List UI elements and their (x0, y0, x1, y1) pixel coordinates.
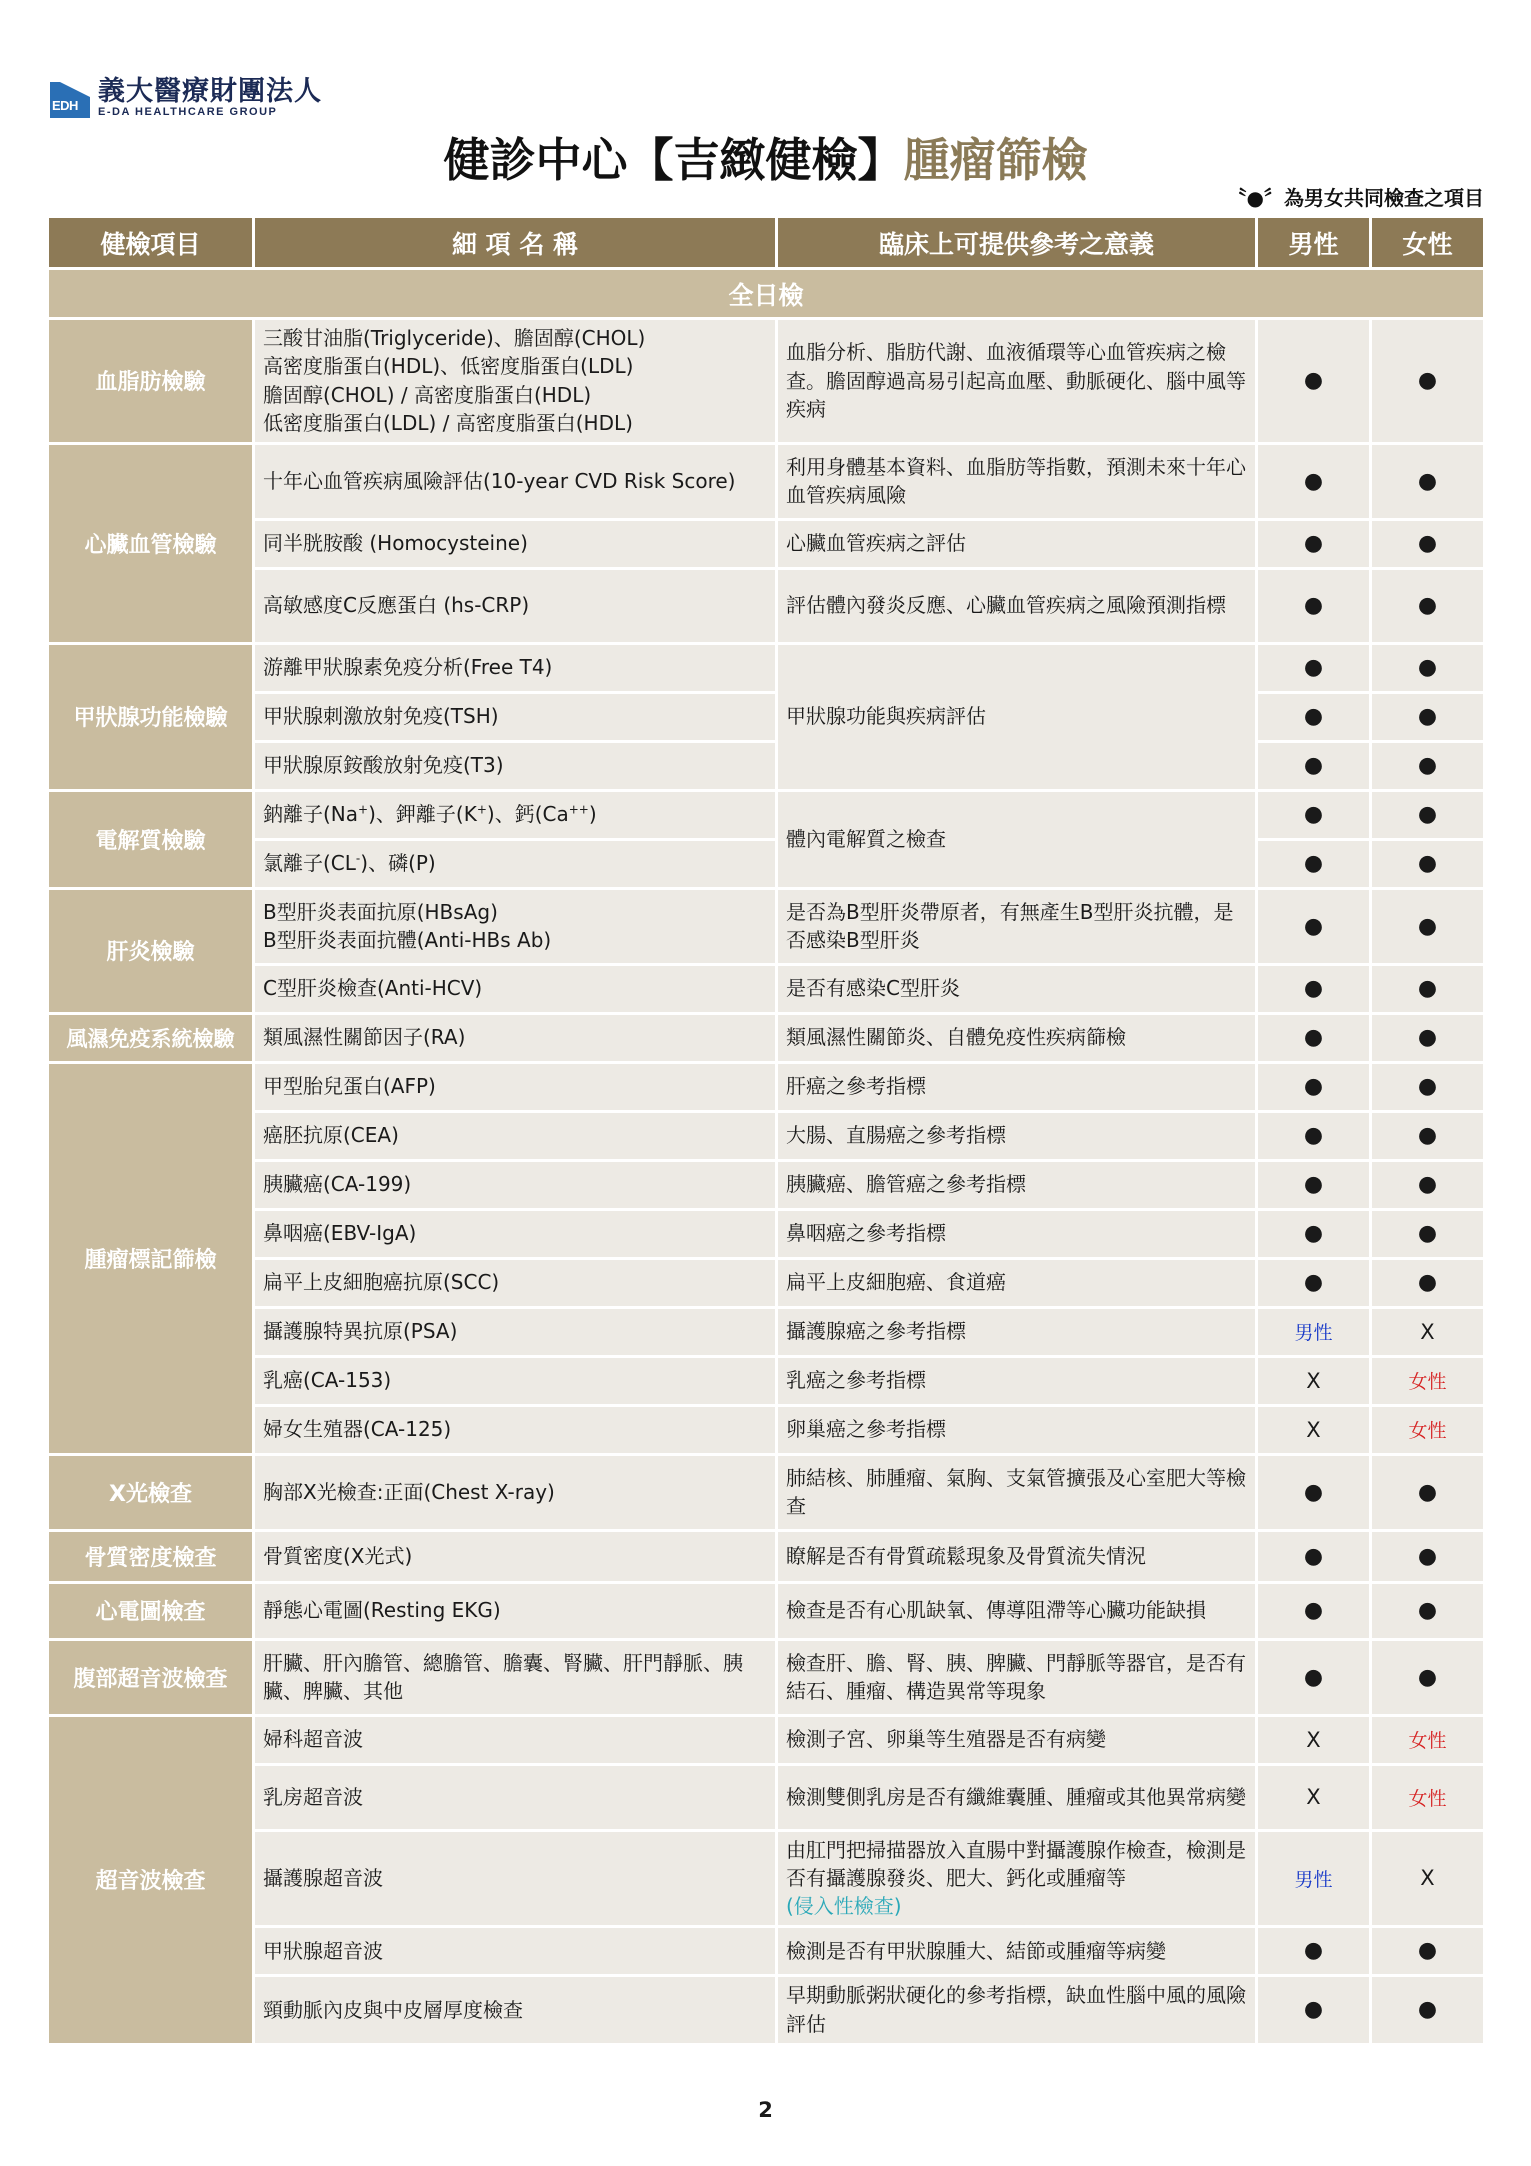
item-name: 攝護腺特異抗原(PSA) (254, 1307, 777, 1356)
item-text: )、磷(P) (360, 851, 436, 876)
item-name: 類風濕性關節因子(RA) (254, 1013, 777, 1062)
male-mark: ● (1257, 1013, 1371, 1062)
item-name: 扁平上皮細胞癌抗原(SCC) (254, 1258, 777, 1307)
item-text: 氯離子(CL (263, 851, 356, 876)
checkup-table (46, 215, 1486, 2046)
superscript: ++ (568, 802, 589, 817)
item-name: C型肝炎檢查(Anti-HCV) (254, 964, 777, 1013)
male-mark: ● (1257, 1209, 1371, 1258)
category-ecg: 心電圖檢查 (48, 1582, 254, 1639)
item-name: 骨質密度(X光式) (254, 1530, 777, 1582)
item-meaning: 肺結核、肺腫瘤、氣胸、支氣管擴張及心室肥大等檢查 (777, 1454, 1257, 1530)
not-applicable-mark: X (1257, 1405, 1371, 1454)
item-meaning: 早期動脈粥狀硬化的參考指標，缺血性腦中風的風險評估 (777, 1975, 1257, 2044)
female-mark: ● (1371, 964, 1485, 1013)
item-name: 肝臟、肝內膽管、總膽管、膽囊、腎臟、肝門靜脈、胰臟、脾臟、其他 (254, 1639, 777, 1715)
female-mark: ● (1371, 1013, 1485, 1062)
female-mark: ● (1371, 1258, 1485, 1307)
female-mark: ● (1371, 692, 1485, 741)
superscript: + (476, 802, 487, 817)
female-mark: ● (1371, 1454, 1485, 1530)
item-meaning: 評估體內發炎反應、心臟血管疾病之風險預測指標 (777, 568, 1257, 643)
item-meaning: 檢測子宮、卵巢等生殖器是否有病變 (777, 1715, 1257, 1764)
female-mark: ● (1371, 1582, 1485, 1639)
item-meaning: 是否為B型肝炎帶原者，有無產生B型肝炎抗體，是否感染B型肝炎 (777, 888, 1257, 964)
item-name: 攝護腺超音波 (254, 1830, 777, 1926)
table-row (48, 519, 1485, 568)
table-row (48, 1209, 1485, 1258)
title-highlight: 腫瘤篩檢 (903, 133, 1088, 187)
category-electrolyte: 電解質檢驗 (48, 790, 254, 888)
male-mark: ● (1257, 1639, 1371, 1715)
female-only-label: 女性 (1371, 1715, 1485, 1764)
item-meaning: 乳癌之參考指標 (777, 1356, 1257, 1405)
item-name (254, 319, 777, 444)
header-item-name: 細 項 名 稱 (254, 217, 777, 269)
female-only-label: 女性 (1371, 1356, 1485, 1405)
not-applicable-mark: X (1257, 1715, 1371, 1764)
female-mark: ● (1371, 319, 1485, 444)
male-mark: ● (1257, 1926, 1371, 1975)
female-mark: ● (1371, 1975, 1485, 2044)
item-name: 頸動脈內皮與中皮層厚度檢查 (254, 1975, 777, 2044)
legend-note: 〝●〞為男女共同檢查之項目 (1226, 186, 1484, 210)
female-mark: ● (1371, 1062, 1485, 1111)
item-line: 三酸甘油脂(Triglyceride)、膽固醇(CHOL) (263, 326, 646, 350)
logo-mark (48, 76, 92, 120)
table-row (48, 1160, 1485, 1209)
table-row (48, 790, 1485, 839)
logo-english-name: E-DA HEALTHCARE GROUP (98, 106, 278, 118)
male-mark: ● (1257, 964, 1371, 1013)
not-applicable-mark: X (1371, 1830, 1485, 1926)
male-mark: ● (1257, 643, 1371, 692)
male-mark: ● (1257, 319, 1371, 444)
item-meaning: 體內電解質之檢查 (777, 790, 1257, 888)
item-line: 低密度脂蛋白(LDL) / 高密度脂蛋白(HDL) (263, 411, 633, 436)
item-name: 十年心血管疾病風險評估(10-year CVD Risk Score) (254, 443, 777, 519)
item-line: 高密度脂蛋白(HDL)、低密度脂蛋白(LDL) (263, 354, 634, 379)
female-only-label: 女性 (1371, 1405, 1485, 1454)
item-meaning: 卵巢癌之參考指標 (777, 1405, 1257, 1454)
section-title: 全日檢 (48, 269, 1485, 319)
male-mark: ● (1257, 839, 1371, 888)
female-mark: ● (1371, 519, 1485, 568)
table-row (48, 1405, 1485, 1454)
logo-chinese-name: 義大醫療財團法人 (98, 76, 322, 107)
table-row (48, 1013, 1485, 1062)
item-meaning: 心臟血管疾病之評估 (777, 519, 1257, 568)
table-row (48, 643, 1485, 692)
female-mark: ● (1371, 443, 1485, 519)
header-female: 女性 (1371, 217, 1485, 269)
item-meaning: 血脂分析、脂肪代謝、血液循環等心血管疾病之檢查。膽固醇過高易引起高血壓、動脈硬化、腦中風等疾病 (777, 319, 1257, 444)
male-only-label: 男性 (1257, 1307, 1371, 1356)
table-row (48, 319, 1485, 444)
item-meaning: 是否有感染C型肝炎 (777, 964, 1257, 1013)
superscript: - (355, 851, 361, 866)
female-mark: ● (1371, 888, 1485, 964)
table-row (48, 1307, 1485, 1356)
page-number: 2 (758, 2098, 773, 2122)
item-name: 高敏感度C反應蛋白 (hs-CRP) (254, 568, 777, 643)
table-row (48, 443, 1485, 519)
male-mark: ● (1257, 692, 1371, 741)
male-mark: ● (1257, 1111, 1371, 1160)
male-mark: ● (1257, 1062, 1371, 1111)
table-row (48, 741, 1485, 790)
male-mark: ● (1257, 1530, 1371, 1582)
not-applicable-mark: X (1257, 1356, 1371, 1405)
item-meaning: 胰臟癌、膽管癌之參考指標 (777, 1160, 1257, 1209)
header-male: 男性 (1257, 217, 1371, 269)
table-row (48, 1715, 1485, 1764)
male-mark: ● (1257, 790, 1371, 839)
header-category: 健檢項目 (48, 217, 254, 269)
item-text: )、鉀離子(K (368, 802, 477, 827)
table-row (48, 888, 1485, 964)
male-only-label: 男性 (1257, 1830, 1371, 1926)
item-line: B型肝炎表面抗原(HBsAg) (263, 899, 498, 924)
male-mark: ● (1257, 888, 1371, 964)
not-applicable-mark: X (1371, 1307, 1485, 1356)
table-row (48, 1454, 1485, 1530)
item-text: )、鈣(Ca (486, 802, 569, 827)
table-row (48, 1111, 1485, 1160)
item-name: 胸部X光檢查:正面(Chest X-ray) (254, 1454, 777, 1530)
item-text: ) (588, 802, 597, 827)
female-mark: ● (1371, 643, 1485, 692)
item-meaning: 扁平上皮細胞癌、食道癌 (777, 1258, 1257, 1307)
table-row (48, 1062, 1485, 1111)
table-header-row (48, 217, 1485, 269)
item-name: 甲狀腺超音波 (254, 1926, 777, 1975)
female-mark: ● (1371, 839, 1485, 888)
item-text: 鈉離子(Na (263, 802, 359, 827)
category-abdominal-ultrasound: 腹部超音波檢查 (48, 1639, 254, 1715)
male-mark: ● (1257, 1258, 1371, 1307)
item-name (254, 888, 777, 964)
category-ultrasound: 超音波檢查 (48, 1715, 254, 2044)
item-name (254, 790, 777, 839)
item-meaning: 大腸、直腸癌之參考指標 (777, 1111, 1257, 1160)
item-name: 甲狀腺原銨酸放射免疫(T3) (254, 741, 777, 790)
item-meaning: 鼻咽癌之參考指標 (777, 1209, 1257, 1258)
not-applicable-mark: X (1257, 1764, 1371, 1830)
table-row (48, 1926, 1485, 1975)
item-meaning (777, 1830, 1257, 1926)
item-meaning: 檢查肝、膽、腎、胰、脾臟、門靜脈等器官，是否有結石、腫瘤、構造異常等現象 (777, 1639, 1257, 1715)
item-meaning: 瞭解是否有骨質疏鬆現象及骨質流失情況 (777, 1530, 1257, 1582)
item-name: 癌胚抗原(CEA) (254, 1111, 777, 1160)
table-row (48, 1764, 1485, 1830)
item-meaning: 利用身體基本資料、血脂肪等指數，預測未來十年心血管疾病風險 (777, 443, 1257, 519)
item-name: 同半胱胺酸 (Homocysteine) (254, 519, 777, 568)
invasive-note: (侵入性檢查) (786, 1894, 902, 1919)
female-mark: ● (1371, 568, 1485, 643)
item-name: 胰臟癌(CA-199) (254, 1160, 777, 1209)
table-row (48, 692, 1485, 741)
female-mark: ● (1371, 790, 1485, 839)
table-row (48, 1975, 1485, 2044)
table-row (48, 1258, 1485, 1307)
logo-mark-text: EDH (52, 98, 78, 113)
female-mark: ● (1371, 1530, 1485, 1582)
table-row (48, 1830, 1485, 1926)
section-row (48, 269, 1485, 319)
item-meaning: 肝癌之參考指標 (777, 1062, 1257, 1111)
category-thyroid: 甲狀腺功能檢驗 (48, 643, 254, 790)
female-mark: ● (1371, 1209, 1485, 1258)
item-name (254, 839, 777, 888)
female-mark: ● (1371, 741, 1485, 790)
item-name: 乳癌(CA-153) (254, 1356, 777, 1405)
male-mark: ● (1257, 1454, 1371, 1530)
category-cardio: 心臟血管檢驗 (48, 443, 254, 643)
table-row (48, 1639, 1485, 1715)
male-mark: ● (1257, 568, 1371, 643)
item-name: 甲型胎兒蛋白(AFP) (254, 1062, 777, 1111)
category-blood-lipid: 血脂肪檢驗 (48, 319, 254, 444)
male-mark: ● (1257, 1975, 1371, 2044)
item-meaning: 攝護腺癌之參考指標 (777, 1307, 1257, 1356)
category-hepatitis: 肝炎檢驗 (48, 888, 254, 1013)
title-main: 健診中心【吉緻健檢】 (443, 133, 904, 187)
table-row (48, 568, 1485, 643)
logo (48, 74, 322, 122)
item-meaning: 甲狀腺功能與疾病評估 (777, 643, 1257, 790)
item-meaning: 檢查是否有心肌缺氧、傳導阻滯等心臟功能缺損 (777, 1582, 1257, 1639)
superscript: + (358, 802, 369, 817)
item-name: 婦女生殖器(CA-125) (254, 1405, 777, 1454)
table-row (48, 964, 1485, 1013)
item-meaning: 檢測雙側乳房是否有纖維囊腫、腫瘤或其他異常病變 (777, 1764, 1257, 1830)
male-mark: ● (1257, 741, 1371, 790)
item-name: 乳房超音波 (254, 1764, 777, 1830)
item-name: 靜態心電圖(Resting EKG) (254, 1582, 777, 1639)
female-mark: ● (1371, 1639, 1485, 1715)
female-mark: ● (1371, 1160, 1485, 1209)
male-mark: ● (1257, 1160, 1371, 1209)
male-mark: ● (1257, 1582, 1371, 1639)
item-name: 游離甲狀腺素免疫分析(Free T4) (254, 643, 777, 692)
item-meaning-text: 由肛門把掃描器放入直腸中對攝護腺作檢查，檢測是否有攝護腺發炎、肥大、鈣化或腫瘤等 (786, 1837, 1246, 1890)
item-name: 婦科超音波 (254, 1715, 777, 1764)
female-mark: ● (1371, 1926, 1485, 1975)
male-mark: ● (1257, 443, 1371, 519)
male-mark: ● (1257, 519, 1371, 568)
category-tumor: 腫瘤標記篩檢 (48, 1062, 254, 1454)
item-name: 甲狀腺刺激放射免疫(TSH) (254, 692, 777, 741)
item-line: B型肝炎表面抗體(Anti-HBs Ab) (263, 928, 552, 953)
item-meaning: 檢測是否有甲狀腺腫大、結節或腫瘤等病變 (777, 1926, 1257, 1975)
page-title (0, 124, 1531, 190)
header-meaning: 臨床上可提供參考之意義 (777, 217, 1257, 269)
category-xray: X光檢查 (48, 1454, 254, 1530)
table-row (48, 839, 1485, 888)
item-meaning: 類風濕性關節炎、自體免疫性疾病篩檢 (777, 1013, 1257, 1062)
female-only-label: 女性 (1371, 1764, 1485, 1830)
table-row (48, 1356, 1485, 1405)
category-bone: 骨質密度檢查 (48, 1530, 254, 1582)
category-rheumatism: 風濕免疫系統檢驗 (48, 1013, 254, 1062)
female-mark: ● (1371, 1111, 1485, 1160)
item-name: 鼻咽癌(EBV-IgA) (254, 1209, 777, 1258)
item-line: 膽固醇(CHOL) / 高密度脂蛋白(HDL) (263, 382, 592, 407)
table-row (48, 1582, 1485, 1639)
table-row (48, 1530, 1485, 1582)
